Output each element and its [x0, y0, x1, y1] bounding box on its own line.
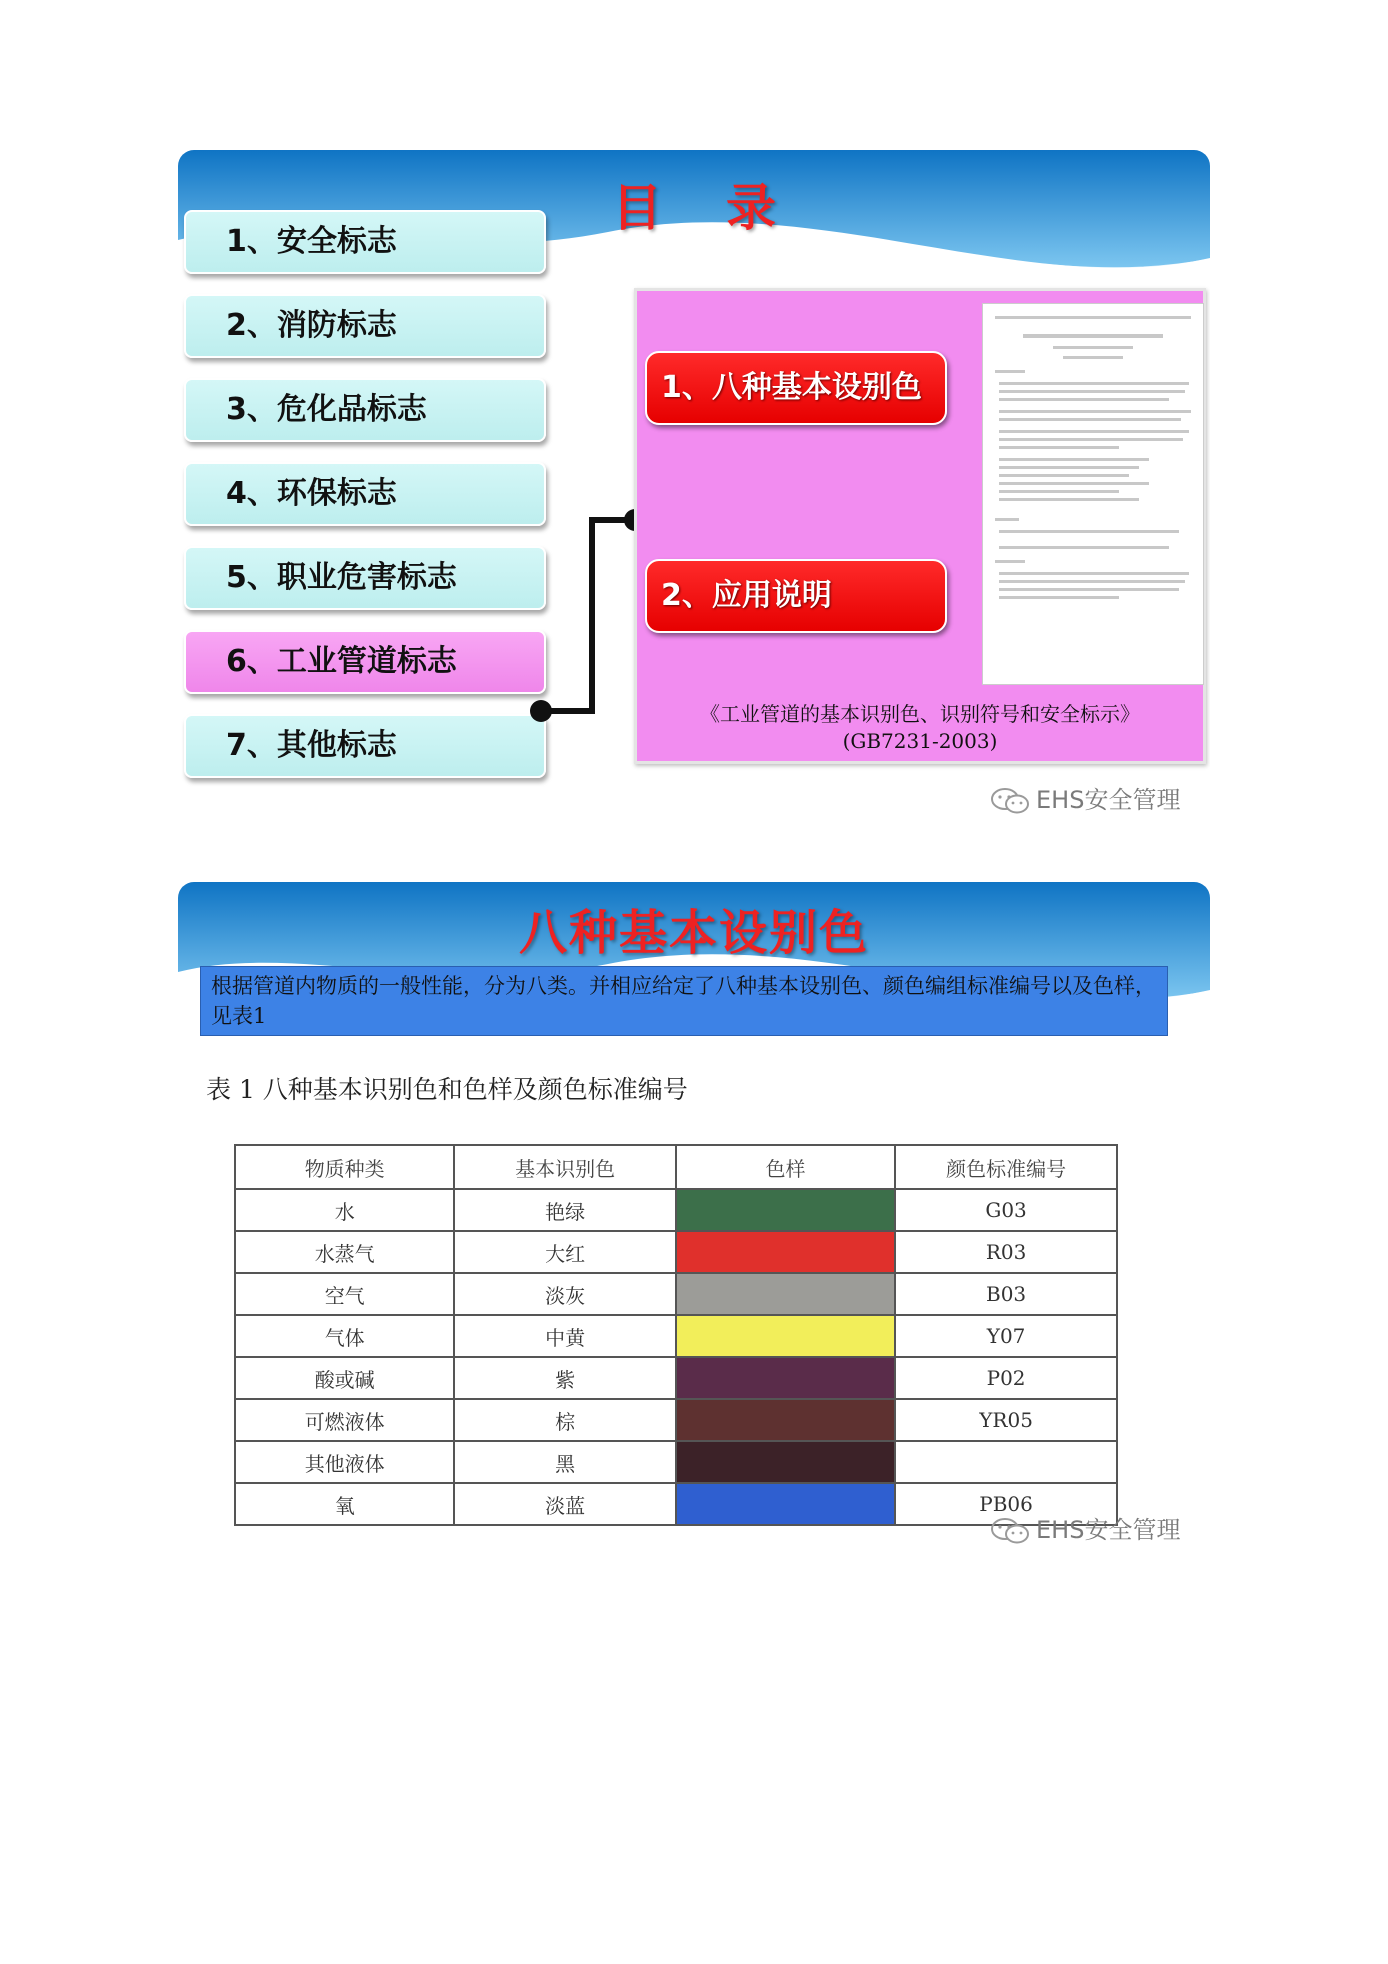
substance-cell: 水: [235, 1189, 454, 1231]
identification-color-table: [234, 1144, 1118, 1526]
wechat-icon: [990, 1517, 1030, 1545]
color-swatch: [676, 1231, 895, 1273]
toc-slide: [178, 150, 1210, 840]
color-swatch: [676, 1315, 895, 1357]
column-header: 颜色标准编号: [895, 1145, 1117, 1189]
menu-item[interactable]: 1、安全标志: [184, 210, 546, 274]
color-swatch: [676, 1357, 895, 1399]
substance-cell: 空气: [235, 1273, 454, 1315]
menu-item[interactable]: 4、环保标志: [184, 462, 546, 526]
color-swatch: [676, 1483, 895, 1525]
table-row: [235, 1189, 1117, 1231]
eight-colors-button[interactable]: 1、八种基本设别色: [645, 351, 947, 425]
watermark-text: EHS安全管理: [1036, 786, 1181, 814]
substance-cell: 酸或碱: [235, 1357, 454, 1399]
color-code-cell: YR05: [895, 1399, 1117, 1441]
column-header: 色样: [676, 1145, 895, 1189]
column-header: 物质种类: [235, 1145, 454, 1189]
color-name-cell: 艳绿: [454, 1189, 675, 1231]
watermark-text: EHS安全管理: [1036, 1516, 1181, 1544]
table-row: [235, 1441, 1117, 1483]
watermark: [990, 1510, 1180, 1545]
standard-caption: [637, 701, 1203, 755]
color-name-cell: 淡蓝: [454, 1483, 675, 1525]
color-swatch: [676, 1273, 895, 1315]
substance-cell: 可燃液体: [235, 1399, 454, 1441]
color-code-cell: [895, 1441, 1117, 1483]
color-name-cell: 紫: [454, 1357, 675, 1399]
menu-item[interactable]: 3、危化品标志: [184, 378, 546, 442]
color-code-cell: G03: [895, 1189, 1117, 1231]
table-row: [235, 1231, 1117, 1273]
color-code-cell: R03: [895, 1231, 1117, 1273]
table-header-row: [235, 1145, 1117, 1189]
table-row: [235, 1399, 1117, 1441]
color-swatch: [676, 1189, 895, 1231]
color-name-cell: 淡灰: [454, 1273, 675, 1315]
color-code-cell: Y07: [895, 1315, 1117, 1357]
menu-item[interactable]: 7、其他标志: [184, 714, 546, 778]
substance-cell: 水蒸气: [235, 1231, 454, 1273]
color-name-cell: 棕: [454, 1399, 675, 1441]
slide-title: 八种基本设别色: [518, 905, 869, 961]
table-row: [235, 1483, 1117, 1525]
color-name-cell: 大红: [454, 1231, 675, 1273]
menu-item[interactable]: 6、工业管道标志: [184, 630, 546, 694]
menu-item[interactable]: 5、职业危害标志: [184, 546, 546, 610]
color-swatch: [676, 1441, 895, 1483]
standard-code: (GB7231-2003): [842, 729, 998, 753]
intro-text: 根据管道内物质的一般性能，分为八类。并相应给定了八种基本设别色、颜色编组标准编号以及色样，见表1: [200, 966, 1168, 1036]
color-code-cell: P02: [895, 1357, 1117, 1399]
connector-dot: [530, 700, 552, 722]
menu-item[interactable]: 2、消防标志: [184, 294, 546, 358]
column-header: 基本识别色: [454, 1145, 675, 1189]
standard-panel: [634, 288, 1206, 764]
substance-cell: 其他液体: [235, 1441, 454, 1483]
table-row: [235, 1273, 1117, 1315]
color-code-cell: PB06: [895, 1483, 1117, 1525]
table-caption: 表 1 八种基本识别色和色样及颜色标准编号: [206, 1075, 688, 1104]
watermark: [990, 780, 1180, 815]
color-name-cell: 中黄: [454, 1315, 675, 1357]
color-name-cell: 黑: [454, 1441, 675, 1483]
standard-title: 《工业管道的基本识别色、识别符号和安全标示》: [700, 702, 1140, 726]
color-swatch: [676, 1399, 895, 1441]
substance-cell: 气体: [235, 1315, 454, 1357]
slide-title: 目录: [612, 179, 840, 237]
usage-notes-button[interactable]: 2、应用说明: [645, 559, 947, 633]
colors-slide: [178, 882, 1210, 1562]
table-row: [235, 1315, 1117, 1357]
connector-line: [589, 520, 595, 714]
substance-cell: 氧: [235, 1483, 454, 1525]
color-code-cell: B03: [895, 1273, 1117, 1315]
standard-document-thumbnail: [982, 303, 1204, 685]
table-row: [235, 1357, 1117, 1399]
wechat-icon: [990, 787, 1030, 815]
